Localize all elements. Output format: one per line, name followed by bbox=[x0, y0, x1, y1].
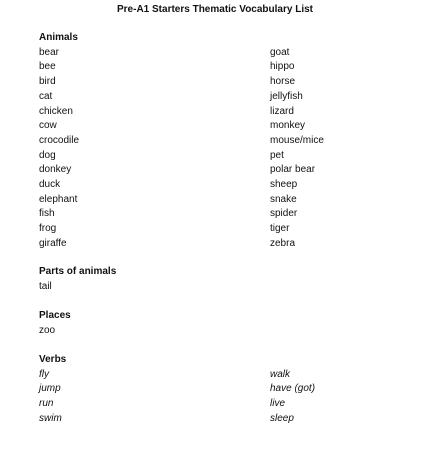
word-item: elephant bbox=[39, 193, 78, 205]
word-item: swim bbox=[39, 412, 62, 424]
word-item: chicken bbox=[39, 105, 73, 117]
section-heading: Places bbox=[39, 310, 71, 321]
word-item: horse bbox=[270, 76, 296, 88]
word-item: mouse/mice bbox=[270, 134, 324, 146]
word-item: duck bbox=[39, 179, 61, 191]
word-item: run bbox=[39, 398, 54, 410]
word-item: jump bbox=[39, 383, 61, 395]
word-item: goat bbox=[270, 46, 290, 58]
section-verbs bbox=[39, 353, 419, 427]
section-parts-of-animals bbox=[39, 265, 419, 294]
section-heading: Verbs bbox=[39, 354, 67, 365]
verbs-right-column bbox=[270, 368, 419, 427]
section-heading: Parts of animals bbox=[39, 266, 117, 277]
word-item: bee bbox=[39, 61, 56, 73]
animals-right-column bbox=[270, 46, 419, 252]
word-item: donkey bbox=[39, 164, 72, 176]
word-item: polar bear bbox=[270, 164, 316, 176]
word-item: sheep bbox=[270, 179, 298, 191]
section-places bbox=[39, 309, 419, 338]
section-heading: Animals bbox=[39, 32, 78, 43]
word-item: sleep bbox=[270, 412, 294, 424]
word-item: have (got) bbox=[270, 383, 316, 395]
word-item: tail bbox=[39, 280, 52, 292]
verbs-left-column bbox=[39, 368, 270, 427]
word-item: crocodile bbox=[39, 134, 80, 146]
word-item: tiger bbox=[270, 223, 290, 235]
word-item: pet bbox=[270, 149, 284, 161]
word-item: walk bbox=[270, 368, 291, 380]
word-item: zebra bbox=[270, 237, 296, 249]
page-title: Pre-A1 Starters Thematic Vocabulary List bbox=[117, 4, 313, 15]
word-item: fish bbox=[39, 208, 55, 220]
word-item: cat bbox=[39, 90, 53, 102]
word-item: giraffe bbox=[39, 237, 67, 249]
parts-left-column bbox=[39, 280, 270, 295]
word-item: bear bbox=[39, 46, 60, 58]
word-item: jellyfish bbox=[270, 90, 303, 102]
places-left-column bbox=[39, 324, 270, 339]
animals-left-column bbox=[39, 46, 270, 252]
word-item: hippo bbox=[270, 61, 295, 73]
word-item: spider bbox=[270, 208, 298, 220]
word-item: zoo bbox=[39, 324, 56, 336]
word-item: frog bbox=[39, 223, 57, 235]
word-item: fly bbox=[39, 368, 49, 380]
section-animals bbox=[39, 31, 419, 252]
word-item: dog bbox=[39, 149, 56, 161]
word-item: cow bbox=[39, 120, 57, 132]
word-item: snake bbox=[270, 193, 297, 205]
word-item: live bbox=[270, 398, 286, 410]
word-item: lizard bbox=[270, 105, 294, 117]
word-item: bird bbox=[39, 76, 56, 88]
word-item: monkey bbox=[270, 120, 306, 132]
